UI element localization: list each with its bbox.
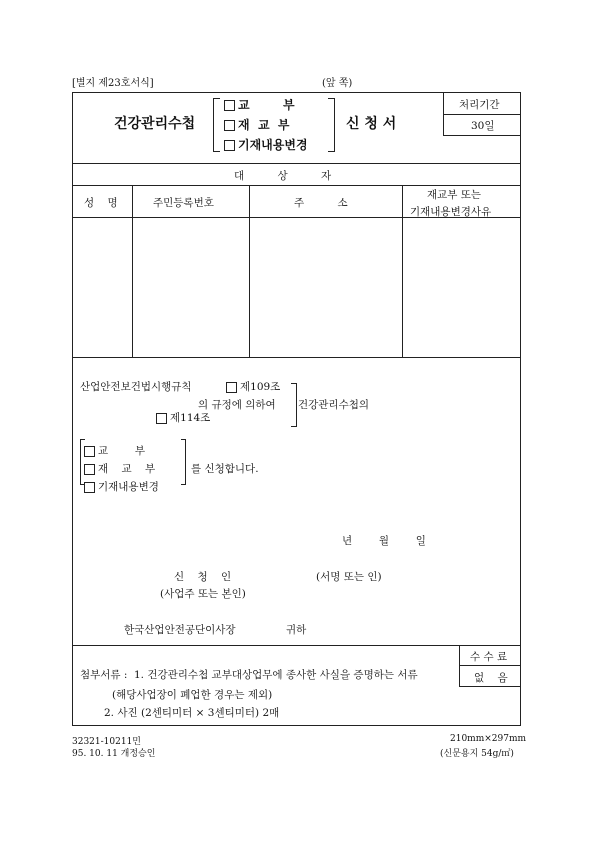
address-input-cell[interactable] <box>250 218 401 356</box>
request-option-issue-label: 교 부 <box>98 445 145 457</box>
title-option-issue-label: 교 부 <box>238 98 295 112</box>
title-bracket-left <box>213 98 220 152</box>
title-option-change-label: 기재내용변경 <box>238 138 308 152</box>
applicant-label: 신 청 인 <box>174 571 232 583</box>
request-option-reissue[interactable] <box>84 461 155 476</box>
signature-field[interactable]: (서명 또는 인) <box>316 571 382 583</box>
form-title-prefix: 건강관리수첩 <box>114 116 196 132</box>
section-line-top <box>72 163 521 164</box>
request-end-text: 를 신청합니다. <box>191 463 259 475</box>
checkbox-icon <box>224 140 235 151</box>
fee-label: 수 수 료 <box>470 651 508 663</box>
clause-109-label: 제109조 <box>240 381 281 393</box>
form-number: [별지 제23호서식] <box>72 78 154 89</box>
col-address: 주 소 <box>294 197 348 209</box>
date-line[interactable]: 년 월 일 <box>342 535 426 547</box>
checkbox-icon <box>224 120 235 131</box>
checkbox-icon <box>84 464 95 475</box>
fee-value: 없 음 <box>474 672 508 684</box>
title-option-reissue-label: 재 교 부 <box>238 118 290 132</box>
request-option-reissue-label: 재 교 부 <box>98 463 156 475</box>
checkbox-icon <box>224 100 235 111</box>
recipient-name: 한국산업안전공단이사장 <box>124 624 236 636</box>
request-bracket-right <box>181 439 186 485</box>
law-name: 산업안전보건법시행규칙 <box>80 381 192 393</box>
paper-type: (신문용지 54g/㎡) <box>440 749 514 759</box>
applicant-note: (사업주 또는 본인) <box>160 588 246 600</box>
clause-114-label: 제114조 <box>170 412 211 424</box>
page-side: (앞 쪽) <box>322 78 353 89</box>
resident-number-input-cell[interactable] <box>133 218 248 356</box>
form-title-suffix: 신 청 서 <box>346 116 397 132</box>
clause-bracket <box>291 383 297 427</box>
attachment-item-2: 2. 사진 (2센티미터 × 3센티미터) 2매 <box>104 707 280 719</box>
request-option-change[interactable] <box>84 479 159 494</box>
processing-period-value: 30일 <box>471 120 495 132</box>
law-end-text: 건강관리수첩의 <box>298 399 370 411</box>
processing-period-label: 처리기간 <box>459 99 500 111</box>
title-bracket-right <box>328 98 335 152</box>
fee-box-line <box>459 665 521 666</box>
reason-input-cell[interactable] <box>403 218 520 356</box>
checkbox-icon <box>84 446 95 457</box>
fee-box-bottom <box>459 686 521 687</box>
processing-box-line <box>443 114 521 115</box>
subject-section-title: 대 상 자 <box>234 170 332 182</box>
law-middle-text: 의 규정에 의하여 <box>198 399 276 411</box>
section-line-mid <box>72 185 521 186</box>
attachments-top-line <box>72 645 521 646</box>
name-input-cell[interactable] <box>73 218 131 356</box>
checkbox-icon <box>84 482 95 493</box>
clause-114-option[interactable] <box>156 410 210 425</box>
request-option-issue[interactable] <box>84 443 145 458</box>
title-option-issue[interactable] <box>224 96 295 113</box>
attachments-label: 첨부서류 : <box>80 669 128 681</box>
col-reason-line2: 기재내용변경사유 <box>410 206 492 218</box>
attachment-item-1-note: (해당사업장이 폐업한 경우는 제외) <box>112 689 273 701</box>
checkbox-icon <box>156 413 167 424</box>
col-resident-number: 주민등록번호 <box>153 197 214 209</box>
request-option-change-label: 기재내용변경 <box>98 481 159 493</box>
col-reason-line1: 재교부 또는 <box>427 189 482 201</box>
attachment-item-1: 1. 건강관리수첩 교부대상업무에 종사한 사실을 증명하는 서류 <box>134 669 418 681</box>
approval-date: 95. 10. 11 개정승인 <box>72 749 156 759</box>
fee-box-divider <box>459 645 460 687</box>
clause-109-option[interactable] <box>226 379 280 394</box>
col-name: 성 명 <box>84 197 118 209</box>
form-code: 32321-10211민 <box>72 737 141 747</box>
title-option-change[interactable] <box>224 136 308 153</box>
title-option-reissue[interactable] <box>224 116 290 133</box>
recipient-honorific: 귀하 <box>286 624 307 636</box>
checkbox-icon <box>226 382 237 393</box>
table-bottom-line <box>72 357 521 358</box>
processing-box-bottom <box>443 135 521 136</box>
paper-size: 210mm×297mm <box>450 734 527 744</box>
